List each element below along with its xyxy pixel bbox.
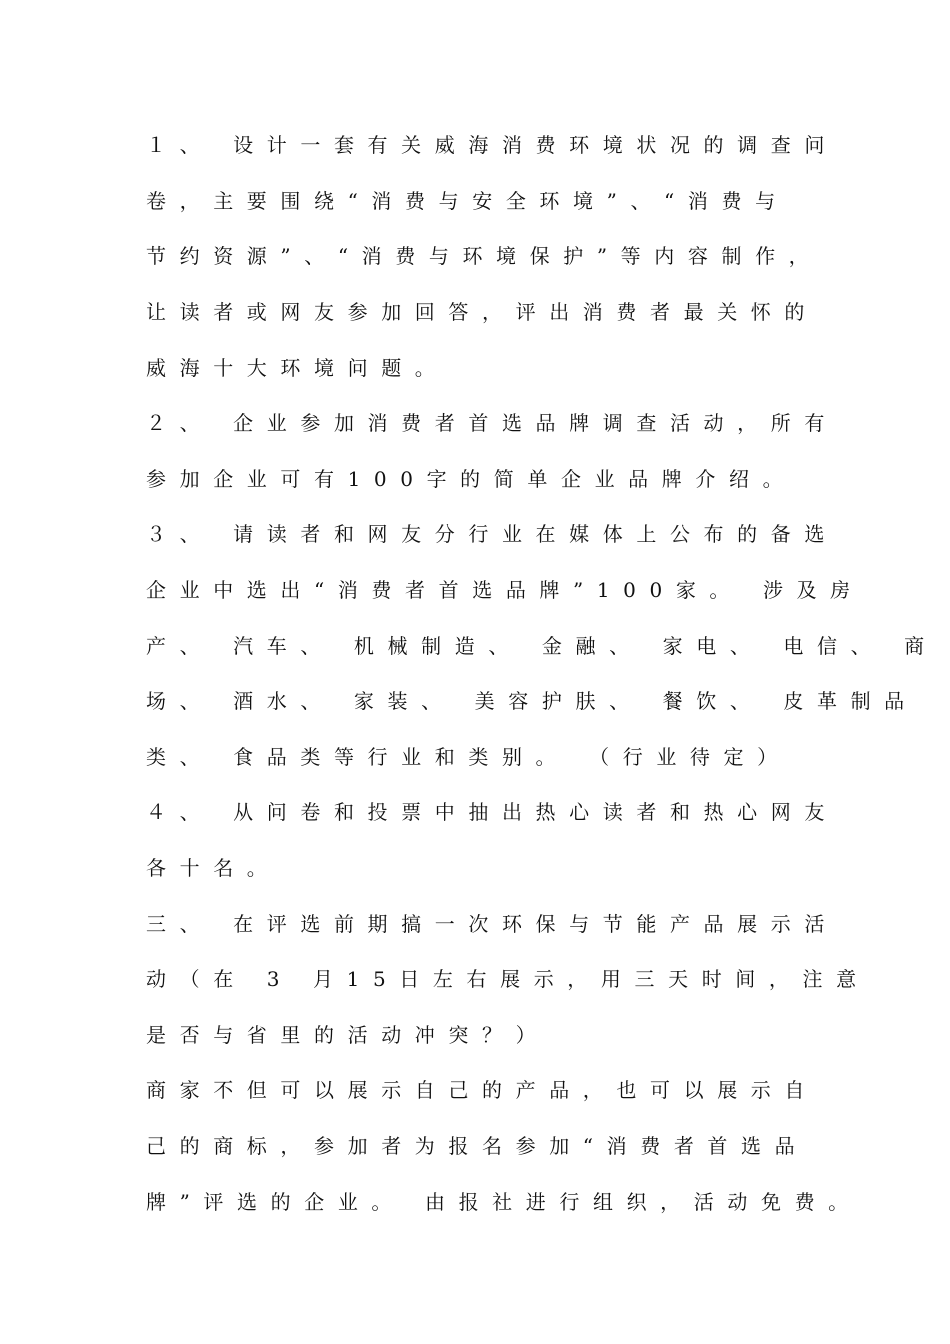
text-line: ３、 请读者和网友分行业在媒体上公布的备选 xyxy=(146,522,838,546)
text-line: 牌”评选的企业。 由报社进行组织，活动免费。 xyxy=(146,1190,862,1214)
text-line: 节约资源”、“消费与环境保护”等内容制作， xyxy=(146,244,823,268)
text-line: 动（在 3 月15日左右展示，用三天时间，注意 xyxy=(146,967,870,991)
text-line: １、 设计一套有关威海消费环境状况的调查问 xyxy=(146,133,838,157)
text-line: 场、 酒水、 家装、 美容护肤、 餐饮、 皮革制品 xyxy=(146,689,918,713)
text-line: 各十名。 xyxy=(146,856,281,880)
text-line: 参加企业可有100字的简单企业品牌介绍。 xyxy=(146,467,797,491)
text-line: 是否与省里的活动冲突？） xyxy=(146,1023,550,1047)
text-line: 产、 汽车、 机械制造、 金融、 家电、 电信、 商 xyxy=(146,634,938,658)
text-line: ２、 企业参加消费者首选品牌调查活动，所有 xyxy=(146,411,838,435)
text-line: 威海十大环境问题。 xyxy=(146,356,449,380)
text-line: 卷，主要围绕“消费与安全环境”、“消费与 xyxy=(146,189,789,213)
text-line: 己的商标，参加者为报名参加“消费者首选品 xyxy=(146,1134,809,1158)
text-line: 商家不但可以展示自己的产品，也可以展示自 xyxy=(146,1078,818,1102)
text-line: 让读者或网友参加回答，评出消费者最关怀的 xyxy=(146,300,818,324)
text-line: 类、 食品类等行业和类别。 （行业待定） xyxy=(146,745,791,769)
text-line: 企业中选出“消费者首选品牌”100家。 涉及房 xyxy=(146,578,864,602)
text-line: ４、 从问卷和投票中抽出热心读者和热心网友 xyxy=(146,800,838,824)
text-line: 三、 在评选前期搞一次环保与节能产品展示活 xyxy=(146,912,838,936)
